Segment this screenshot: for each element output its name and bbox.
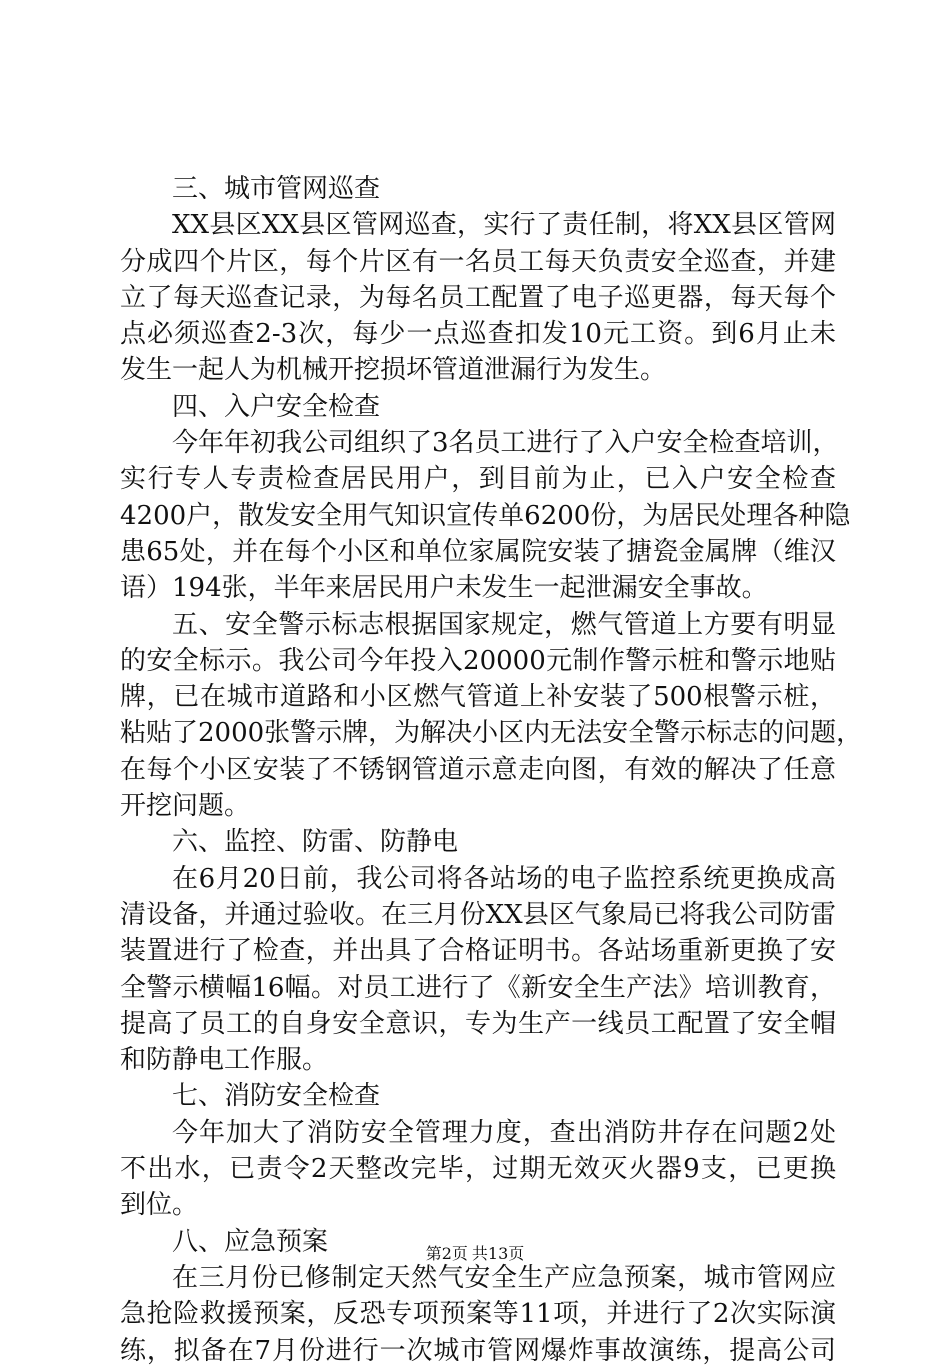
- paragraph-line: 五、安全警示标志根据国家规定，燃气管道上方要有明显: [172, 609, 836, 640]
- paragraph-line: 急抢险救援预案，反恐专项预案等11项，并进行了2次实际演: [120, 1299, 836, 1330]
- paragraph-line: 全警示横幅16幅。对员工进行了《新安全生产法》培训教育，: [120, 972, 836, 1003]
- paragraph-line: 实行专人专责检查居民用户，到目前为止，已入户安全检查: [120, 464, 836, 495]
- page-total: 共13页: [471, 1244, 525, 1263]
- paragraph-line: 4200户，散发安全用气知识宣传单6200份，为居民处理各种隐: [120, 500, 851, 531]
- paragraph-line: 今年加大了消防安全管理力度，查出消防井存在问题2处: [172, 1117, 836, 1148]
- paragraph-line: 的安全标示。我公司今年投入20000元制作警示桩和警示地贴: [120, 645, 836, 676]
- paragraph-line: 牌，已在城市道路和小区燃气管道上补安装了500根警示桩，: [120, 682, 836, 713]
- paragraph-line: 不出水，已责令2天整改完毕，过期无效灭火器9支，已更换: [120, 1154, 836, 1185]
- paragraph-line: 清设备，并通过验收。在三月份XX县区气象局已将我公司防雷: [120, 899, 836, 930]
- paragraph-line: 在三月份已修制定天然气安全生产应急预案，城市管网应: [172, 1262, 836, 1293]
- paragraph-line: 今年年初我公司组织了3名员工进行了入户安全检查培训，: [172, 428, 839, 459]
- paragraph-line: 在每个小区安装了不锈钢管道示意走向图，有效的解决了任意: [120, 754, 836, 785]
- paragraph-line: 装置进行了检查，并出具了合格证明书。各站场重新更换了安: [120, 936, 836, 967]
- section-heading: 三、城市管网巡查: [172, 174, 381, 204]
- paragraph-line: 到位。: [120, 1190, 199, 1221]
- section-heading: 七、消防安全检查: [172, 1081, 381, 1112]
- paragraph-line: 粘贴了2000张警示牌，为解决小区内无法安全警示标志的问题，: [120, 718, 863, 749]
- page-footer: [0, 1244, 950, 1264]
- paragraph-line: 语）194张，半年来居民用户未发生一起泄漏安全事故。: [120, 573, 768, 604]
- paragraph-line: 分成四个片区，每个片区有一名员工每天负责安全巡查，并建: [120, 246, 836, 277]
- section-heading: 四、入户安全检查: [172, 391, 381, 422]
- paragraph-line: 在6月20日前，我公司将各站场的电子监控系统更换成高: [172, 863, 836, 894]
- section-heading: 六、监控、防雷、防静电: [172, 827, 459, 858]
- section-heading: 八、应急预案: [172, 1226, 329, 1257]
- paragraph-line: 和防静电工作服。: [120, 1045, 329, 1076]
- paragraph-line: 患65处，并在每个小区和单位家属院安装了搪瓷金属牌（维汉: [120, 536, 836, 567]
- paragraph-line: 练，拟备在7月份进行一次城市管网爆炸事故演练，提高公司: [120, 1335, 836, 1366]
- document-body: [120, 171, 863, 1369]
- paragraph-line: 点必须巡查2-3次，每少一点巡查扣发10元工资。到6月止未: [120, 319, 836, 350]
- page-number: 第2页: [425, 1244, 468, 1263]
- paragraph-line: 发生一起人为机械开挖损坏管道泄漏行为发生。: [120, 355, 667, 386]
- paragraph-line: 开挖问题。: [120, 791, 251, 822]
- paragraph-line: 提高了员工的自身安全意识，专为生产一线员工配置了安全帽: [120, 1008, 836, 1039]
- paragraph-line: 立了每天巡查记录，为每名员工配置了电子巡更器，每天每个: [120, 282, 836, 313]
- paragraph-line: XX县区XX县区管网巡查，实行了责任制，将XX县区管网: [172, 210, 836, 241]
